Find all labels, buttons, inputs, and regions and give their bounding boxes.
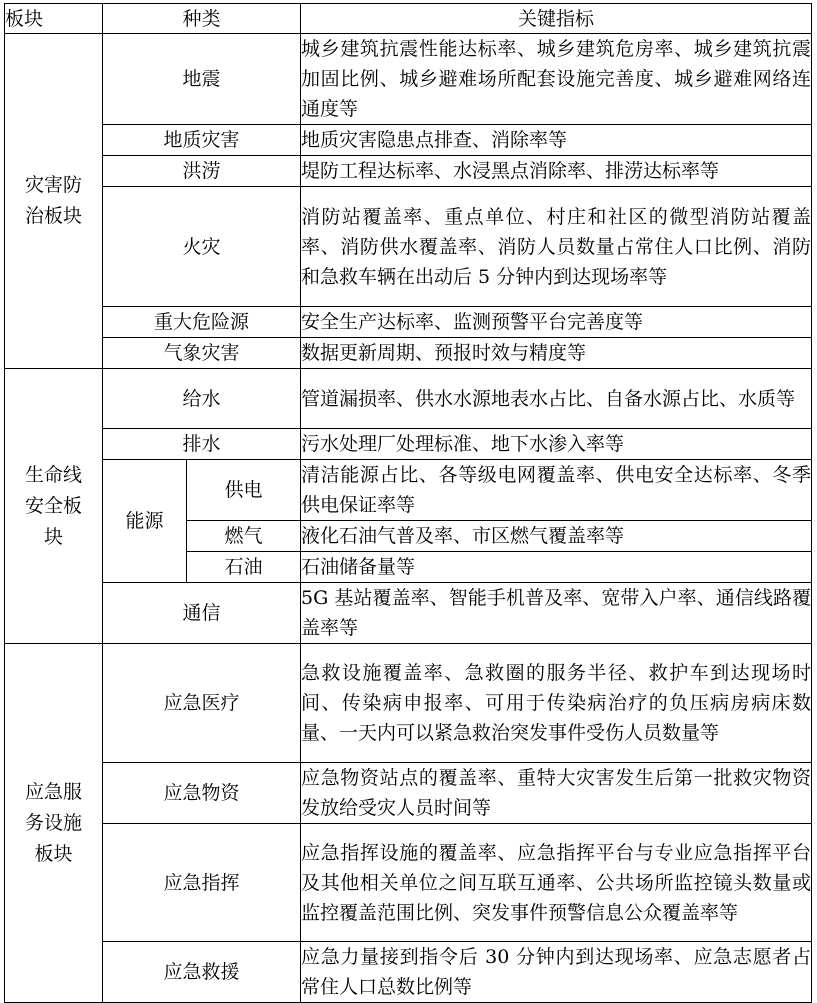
kind-meteorological: 气象灾害	[103, 338, 301, 369]
kind-earthquake: 地震	[103, 34, 301, 125]
indicators-meteorological: 数据更新周期、预报时效与精度等	[301, 338, 812, 369]
kind-command: 应急指挥	[103, 824, 301, 942]
indicators-gas: 液化石油气普及率、市区燃气覆盖率等	[301, 521, 812, 552]
indicators-geological: 地质灾害隐患点排查、消除率等	[301, 125, 812, 156]
kind-fire: 火灾	[103, 187, 301, 307]
table-row	[5, 942, 812, 1003]
kind-rescue: 应急救援	[103, 942, 301, 1003]
table-row	[5, 369, 812, 429]
header-section: 板块	[5, 4, 103, 34]
section-emergency: 应急服 务设施 板块	[5, 644, 103, 1003]
indicators-command: 应急指挥设施的覆盖率、应急指挥平台与专业应急指挥平台及其他相关单位之间互联互通率、公共场所监控镜头数量或监控覆盖范围比例、突发事件预警信息公众覆盖率等	[301, 824, 812, 942]
indicators-hazard-source: 安全生产达标率、监测预警平台完善度等	[301, 307, 812, 338]
table-row	[5, 307, 812, 338]
kind-supplies: 应急物资	[103, 763, 301, 824]
indicators-oil: 石油储备量等	[301, 552, 812, 583]
indicators-communication: 5G 基站覆盖率、智能手机普及率、宽带入户率、通信线路覆盖率等	[301, 583, 812, 644]
sub-gas: 燃气	[187, 521, 301, 552]
table-row	[5, 34, 812, 125]
table-row	[5, 763, 812, 824]
header-row	[5, 4, 812, 34]
indicators-flood: 堤防工程达标率、水浸黑点消除率、排涝达标率等	[301, 156, 812, 187]
section-lifeline: 生命线 安全板 块	[5, 369, 103, 644]
header-kind: 种类	[103, 4, 301, 34]
table-row	[5, 583, 812, 644]
indicators-rescue: 应急力量接到指令后 30 分钟内到达现场率、应急志愿者占常住人口总数比例等	[301, 942, 812, 1003]
kind-communication: 通信	[103, 583, 301, 644]
kind-hazard-source: 重大危险源	[103, 307, 301, 338]
table-row	[5, 644, 812, 763]
table-row	[5, 187, 812, 307]
kind-energy: 能源	[103, 460, 187, 583]
kind-flood: 洪涝	[103, 156, 301, 187]
kind-drainage: 排水	[103, 429, 301, 460]
sub-oil: 石油	[187, 552, 301, 583]
indicators-drainage: 污水处理厂处理标准、地下水渗入率等	[301, 429, 812, 460]
table-row	[5, 125, 812, 156]
table-row	[5, 824, 812, 942]
kind-medical: 应急医疗	[103, 644, 301, 763]
sub-power: 供电	[187, 460, 301, 521]
header-indicators: 关键指标	[301, 4, 812, 34]
indicators-power: 清洁能源占比、各等级电网覆盖率、供电安全达标率、冬季供电保证率等	[301, 460, 812, 521]
table-row	[5, 460, 812, 521]
section-disaster: 灾害防 治板块	[5, 34, 103, 369]
indicators-medical: 急救设施覆盖率、急救圈的服务半径、救护车到达现场时间、传染病申报率、可用于传染病治疗的负压病房病床数量、一天内可以紧急救治突发事件受伤人员数量等	[301, 644, 812, 763]
indicators-supplies: 应急物资站点的覆盖率、重特大灾害发生后第一批救灾物资发放给受灾人员时间等	[301, 763, 812, 824]
indicators-water-supply: 管道漏损率、供水水源地表水占比、自备水源占比、水质等	[301, 369, 812, 429]
table-row	[5, 429, 812, 460]
table-row	[5, 338, 812, 369]
indicators-earthquake: 城乡建筑抗震性能达标率、城乡建筑危房率、城乡建筑抗震加固比例、城乡避难场所配套设施完善度、城乡避难网络连通度等	[301, 34, 812, 125]
indicators-fire: 消防站覆盖率、重点单位、村庄和社区的微型消防站覆盖率、消防供水覆盖率、消防人员数量占常住人口比例、消防和急救车辆在出动后 5 分钟内到达现场率等	[301, 187, 812, 307]
table-row	[5, 156, 812, 187]
kind-water-supply: 给水	[103, 369, 301, 429]
indicator-table	[4, 3, 812, 1003]
kind-geological: 地质灾害	[103, 125, 301, 156]
